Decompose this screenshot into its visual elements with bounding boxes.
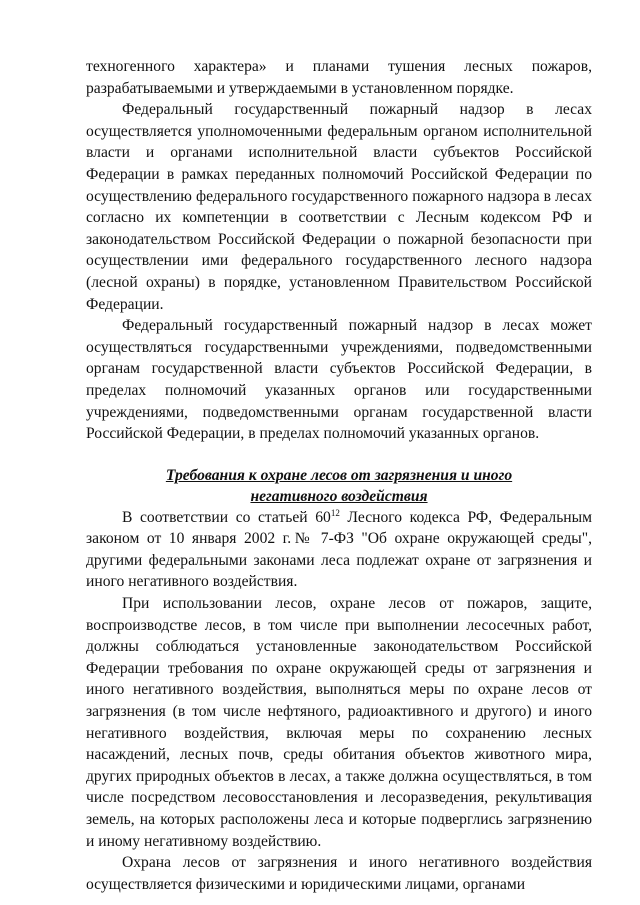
paragraph-5: При использовании лесов, охране лесов от пожаров, защите, воспроизводстве лесов, в том числе при выполнении лесосечных работ, должны соблюдаться установленные законодательством Российской Федерации требования по охране окружающей среды от загрязнения и иного негативного воздействия, выполняться меры по охране лесов от загрязнения (в том числе нефтяного, радиоактивного и другого) и иного негативного воздействия, включая меры по сохранению лесных насаждений, лесных почв, среды обитания объектов животного мира, других природных объектов в лесах, а также должна осуществляться, в том числе посредством лесовосстановления и лесоразведения, рекультивация земель, на которых расположены леса и которые подверглись загрязнению и иному негативному воздействию. [86,595,592,850]
paragraph-4-start: В соответствии со статьей 60 [122,508,331,526]
paragraph-2: Федеральный государственный пожарный надзор в лесах осуществляется уполномоченными федеральным органом исполнительной власти и органами исполнительной власти субъектов Российской Федерации в рамках переданных полномочий Российской Федерации по осуществлению федерального государственного пожарного надзора в лесах согласно их компетенции в соответствии с Лесным кодексом РФ и законодательством Российской Федерации о пожарной безопасности при осуществлении ими федерального государственного лесного надзора (лесной охраны) в порядке, установленном Правительством Российской Федерации. [86,101,592,313]
document-page [86,56,592,895]
paragraph-6: Охрана лесов от загрязнения и иного негативного воздействия осуществляется физическими и юридическими лицами, органами [86,854,592,893]
section-heading [86,465,592,507]
section-heading-line-2: негативного воздействия [250,487,428,505]
article-superscript: 12 [330,507,340,518]
section-heading-line-1: Требования к охране лесов от загрязнения и иного [165,466,513,484]
paragraph-4 [86,507,592,593]
paragraph-3: Федеральный государственный пожарный надзор в лесах может осуществляться государственными учреждениями, подведомственными органам государственной власти субъектов Российской Федерации, в пределах полномочий указанных органов или государственными учреждениями, подведомственными органам государственной власти Российской Федерации, в пределах полномочий указанных органов. [86,317,592,443]
paragraph-1: техногенного характера» и планами тушения лесных пожаров, разрабатываемыми и утверждаемыми в установленном порядке. [86,58,592,97]
paragraph-4-rest: Лесного кодекса РФ, Федеральным законом от 10 января 2002 г.№ 7-ФЗ "Об охране окружающей среды", другими федеральными законами леса подлежат охране от загрязнения и иного негативного воздействия. [86,508,592,591]
